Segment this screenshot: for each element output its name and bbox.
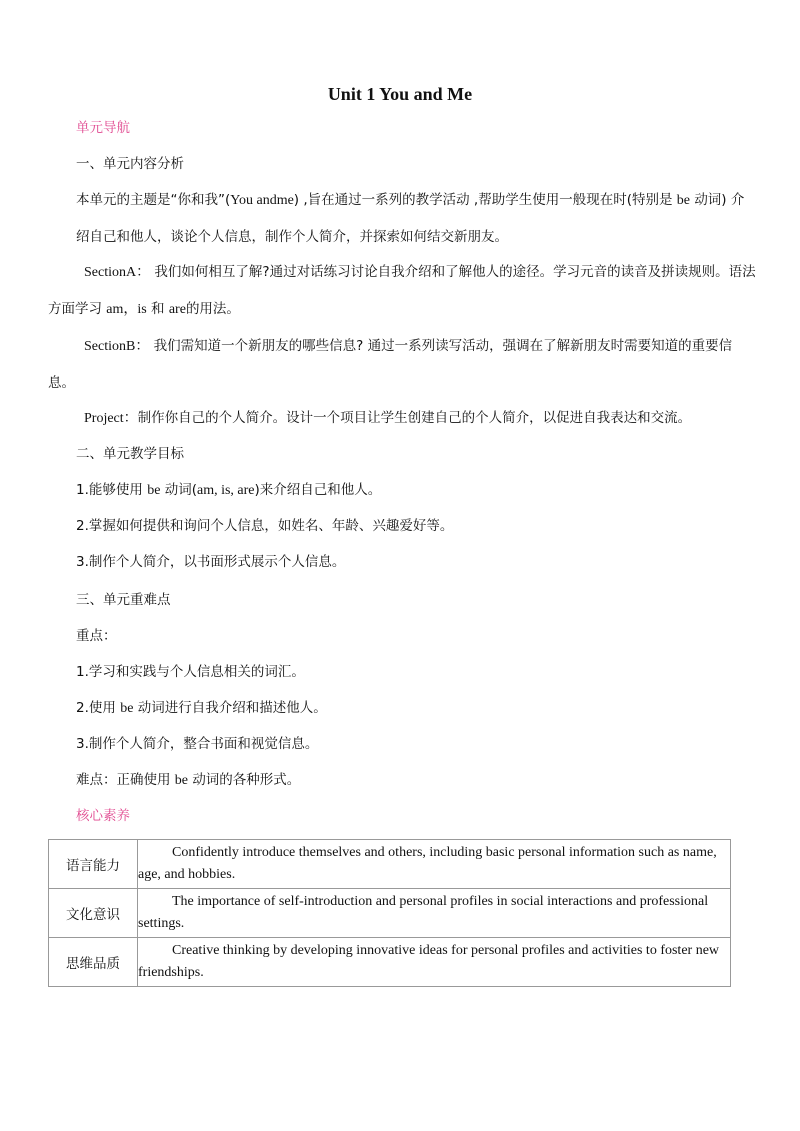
section-a-text-2: 和 <box>151 301 165 317</box>
project-paragraph <box>84 400 764 437</box>
table-row <box>49 938 731 987</box>
intro-text-3: 动词) 介绍自己和他人，谈论个人信息，制作个人简介，并探索如何结交新朋友。 <box>76 192 745 245</box>
competency-label: 语言能力 <box>49 840 138 889</box>
key-point-1: 1.学习和实践与个人信息相关的词汇。 <box>76 664 305 680</box>
goal-3: 3.制作个人简介，以书面形式展示个人信息。 <box>76 554 346 570</box>
section-a-label: SectionA： <box>84 265 151 280</box>
section-a-en-1: am，is <box>106 302 147 317</box>
section-b-text: 我们需知道一个新朋友的哪些信息? 通过一系列读写活动，强调在了解新朋友时需要知道的重要信息。 <box>48 338 733 391</box>
goal-2: 2.掌握如何提供和询问个人信息，如姓名、年龄、兴趣爱好等。 <box>76 518 454 534</box>
section-a-text-1: 我们如何相互了解?通过对话练习讨论自我介绍和了解他人的途径。学习元音的读音及拼读规则。语法方面学习 <box>48 264 756 317</box>
key-2-en-1: be <box>120 701 134 716</box>
competency-description: Creative thinking by developing innovative ideas for personal profiles and activities to foster new friendships. <box>138 938 731 987</box>
competency-label: 文化意识 <box>49 889 138 938</box>
table-row <box>49 889 731 938</box>
goal-1-text-2: 动词( <box>164 482 197 498</box>
key-point-3: 3.制作个人简介，整合书面和视觉信息。 <box>76 736 319 752</box>
teaching-goals-heading: 二、单元教学目标 <box>76 446 184 462</box>
key-2-text-2: 动词进行自我介绍和描述他人。 <box>137 700 327 716</box>
key-difficult-heading: 三、单元重难点 <box>76 592 171 608</box>
section-a-text-3: 的用法。 <box>185 301 240 317</box>
intro-en-1: You andme <box>230 193 294 208</box>
goal-1-text-1: 1.能够使用 <box>76 482 143 498</box>
section-a-paragraph <box>48 254 758 328</box>
key-point-2 <box>76 690 756 727</box>
competency-label: 思维品质 <box>49 938 138 987</box>
difficulty-text-2: 动词的各种形式。 <box>192 772 301 788</box>
goal-1-en-1: be <box>147 483 161 498</box>
intro-text-1: 本单元的主题是“你和我”( <box>76 192 231 208</box>
section-a-en-2: are <box>168 302 186 317</box>
core-literacy-table <box>48 839 731 987</box>
section-b-paragraph <box>48 328 758 401</box>
unit-navigation-heading: 单元导航 <box>76 120 130 136</box>
difficulty-point <box>76 762 756 799</box>
goal-1 <box>76 472 756 509</box>
goal-1-text-3: )来介绍自己和他人。 <box>254 482 382 498</box>
project-text: 制作你自己的个人简介。设计一个项目让学生创建自己的个人简介，以促进自我表达和交流。 <box>137 410 692 426</box>
unit-intro-paragraph <box>76 182 756 255</box>
content-analysis-heading: 一、单元内容分析 <box>76 156 184 172</box>
goal-1-en-2: am, is, are <box>196 483 255 498</box>
difficulty-en-1: be <box>174 773 189 788</box>
difficulty-text-1: 难点：正确使用 <box>76 772 171 788</box>
key-2-text-1: 2.使用 <box>76 700 116 716</box>
core-literacy-heading: 核心素养 <box>76 808 130 824</box>
key-points-label: 重点： <box>76 628 117 644</box>
intro-text-2: ) ,旨在通过一系列的教学活动 ,帮助学生使用一般现在时(特别是 <box>293 192 673 208</box>
competency-description: The importance of self-introduction and personal profiles in social interactions and professional settings. <box>138 889 731 938</box>
project-label: Project： <box>84 411 138 426</box>
section-b-label: SectionB： <box>84 339 150 354</box>
page-title: Unit 1 You and Me <box>327 84 473 104</box>
competency-description: Confidently introduce themselves and others, including basic personal information such as name, age, and hobbies. <box>138 840 731 889</box>
intro-en-2: be <box>676 193 691 208</box>
table-row <box>49 840 731 889</box>
